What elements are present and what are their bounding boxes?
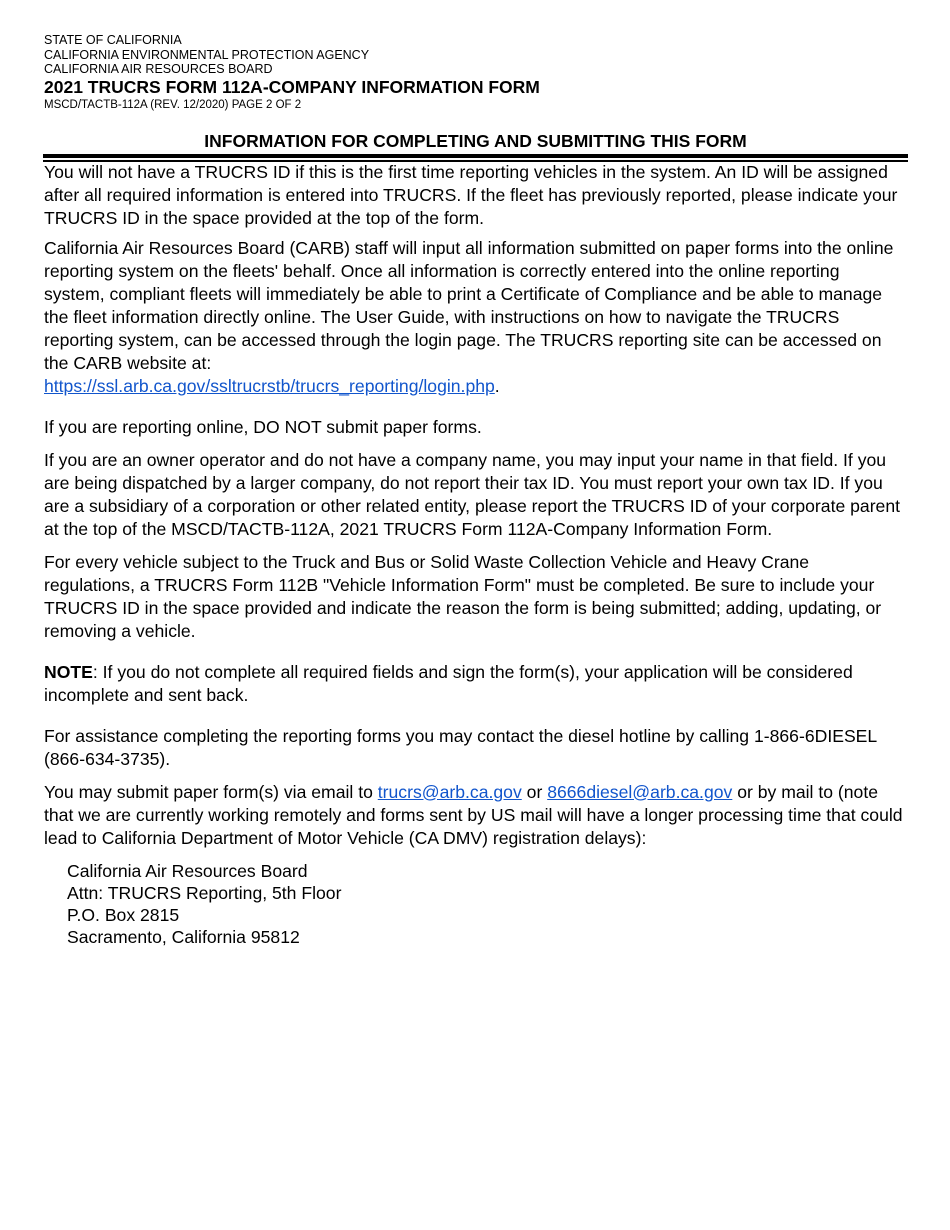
mailing-address xyxy=(44,860,904,948)
instructions-body xyxy=(44,161,904,948)
submit-text-b: or xyxy=(521,781,548,802)
section-title: INFORMATION FOR COMPLETING AND SUBMITTING THIS FORM xyxy=(204,131,747,151)
submit-text-a: You may submit paper form(s) via email to xyxy=(44,781,378,802)
address-line-3: P.O. Box 2815 xyxy=(67,904,180,925)
agency-line-state: STATE OF CALIFORNIA xyxy=(44,33,182,47)
paragraph-note xyxy=(44,661,904,707)
paragraph-submit xyxy=(44,781,904,850)
section-divider-thick xyxy=(43,154,908,158)
form-code: MSCD/TACTB-112A (REV. 12/2020) PAGE 2 OF 2 xyxy=(44,98,302,111)
paragraph-vehicle-form: For every vehicle subject to the Truck and Bus or Solid Waste Collection Vehicle and Heavy Crane regulations, a TRUCRS Form 112B "Vehicle Information Form" must be completed. Be sure to include your TRUCRS ID in the space provided and indicate the reason the form is being submitted; adding, updating, or removing a vehicle. xyxy=(44,551,882,641)
paragraph-reporting-online: If you are reporting online, DO NOT submit paper forms. xyxy=(44,416,482,437)
paragraph-carb-staff-text: California Air Resources Board (CARB) staff will input all information submitted on paper forms into the online reporting system on the fleets' behalf. Once all information is correctly entered into the online reporting system, compliant fleets will immediately be able to print a Certificate of Compliance and be able to manage the fleet information directly online. The User Guide, with instructions on how to navigate the TRUCRS reporting system, can be accessed through the login page. The TRUCRS reporting site can be accessed on the CARB website at: xyxy=(44,237,894,373)
note-label: NOTE xyxy=(44,661,93,682)
agency-line-carb: CALIFORNIA AIR RESOURCES BOARD xyxy=(44,62,273,76)
paragraph-owner-operator: If you are an owner operator and do not have a company name, you may input your name in that field. If you are being dispatched by a larger company, do not report their tax ID. You must report your own tax ID. If you are a subsidiary of a corporation or other related entity, please report the TRUCRS ID of your corporate parent at the top of the MSCD/TACTB-112A, 2021 TRUCRS Form 112A-Company Information Form. xyxy=(44,449,901,539)
agency-line-calepa: CALIFORNIA ENVIRONMENTAL PROTECTION AGENCY xyxy=(44,47,370,62)
note-text: : If you do not complete all required fields and sign the form(s), your application will be considered incomplete and sent back. xyxy=(44,661,853,705)
diesel-email-link[interactable]: 8666diesel@arb.ca.gov xyxy=(547,781,733,802)
paragraph-trucrs-id: You will not have a TRUCRS ID if this is the first time reporting vehicles in the system. An ID will be assigned after all required information is entered into TRUCRS. If the fleet has previously reported, please indicate your TRUCRS ID in the space provided at the top of the form. xyxy=(44,162,898,228)
address-line-1: California Air Resources Board xyxy=(67,860,308,881)
period: . xyxy=(494,375,500,396)
form-header xyxy=(44,33,904,112)
trucrs-email-link[interactable]: trucrs@arb.ca.gov xyxy=(377,781,522,802)
address-line-2: Attn: TRUCRS Reporting, 5th Floor xyxy=(67,882,342,903)
submit-text-c: or by mail to (note that we are currently working remotely and forms sent by US mail will have a longer processing time that could lead to California Department of Motor Vehicle (CA DMV) registration delays): xyxy=(44,781,903,848)
form-title: 2021 TRUCRS FORM 112A-COMPANY INFORMATION FORM xyxy=(44,76,540,97)
address-line-4: Sacramento, California 95812 xyxy=(67,926,300,947)
paragraph-assistance: For assistance completing the reporting forms you may contact the diesel hotline by calling 1-866-6DIESEL (866-634-3735). xyxy=(44,725,877,769)
paragraph-carb-staff xyxy=(44,237,904,398)
trucrs-login-link[interactable]: https://ssl.arb.ca.gov/ssltrucrstb/trucrs_reporting/login.php xyxy=(44,375,495,396)
